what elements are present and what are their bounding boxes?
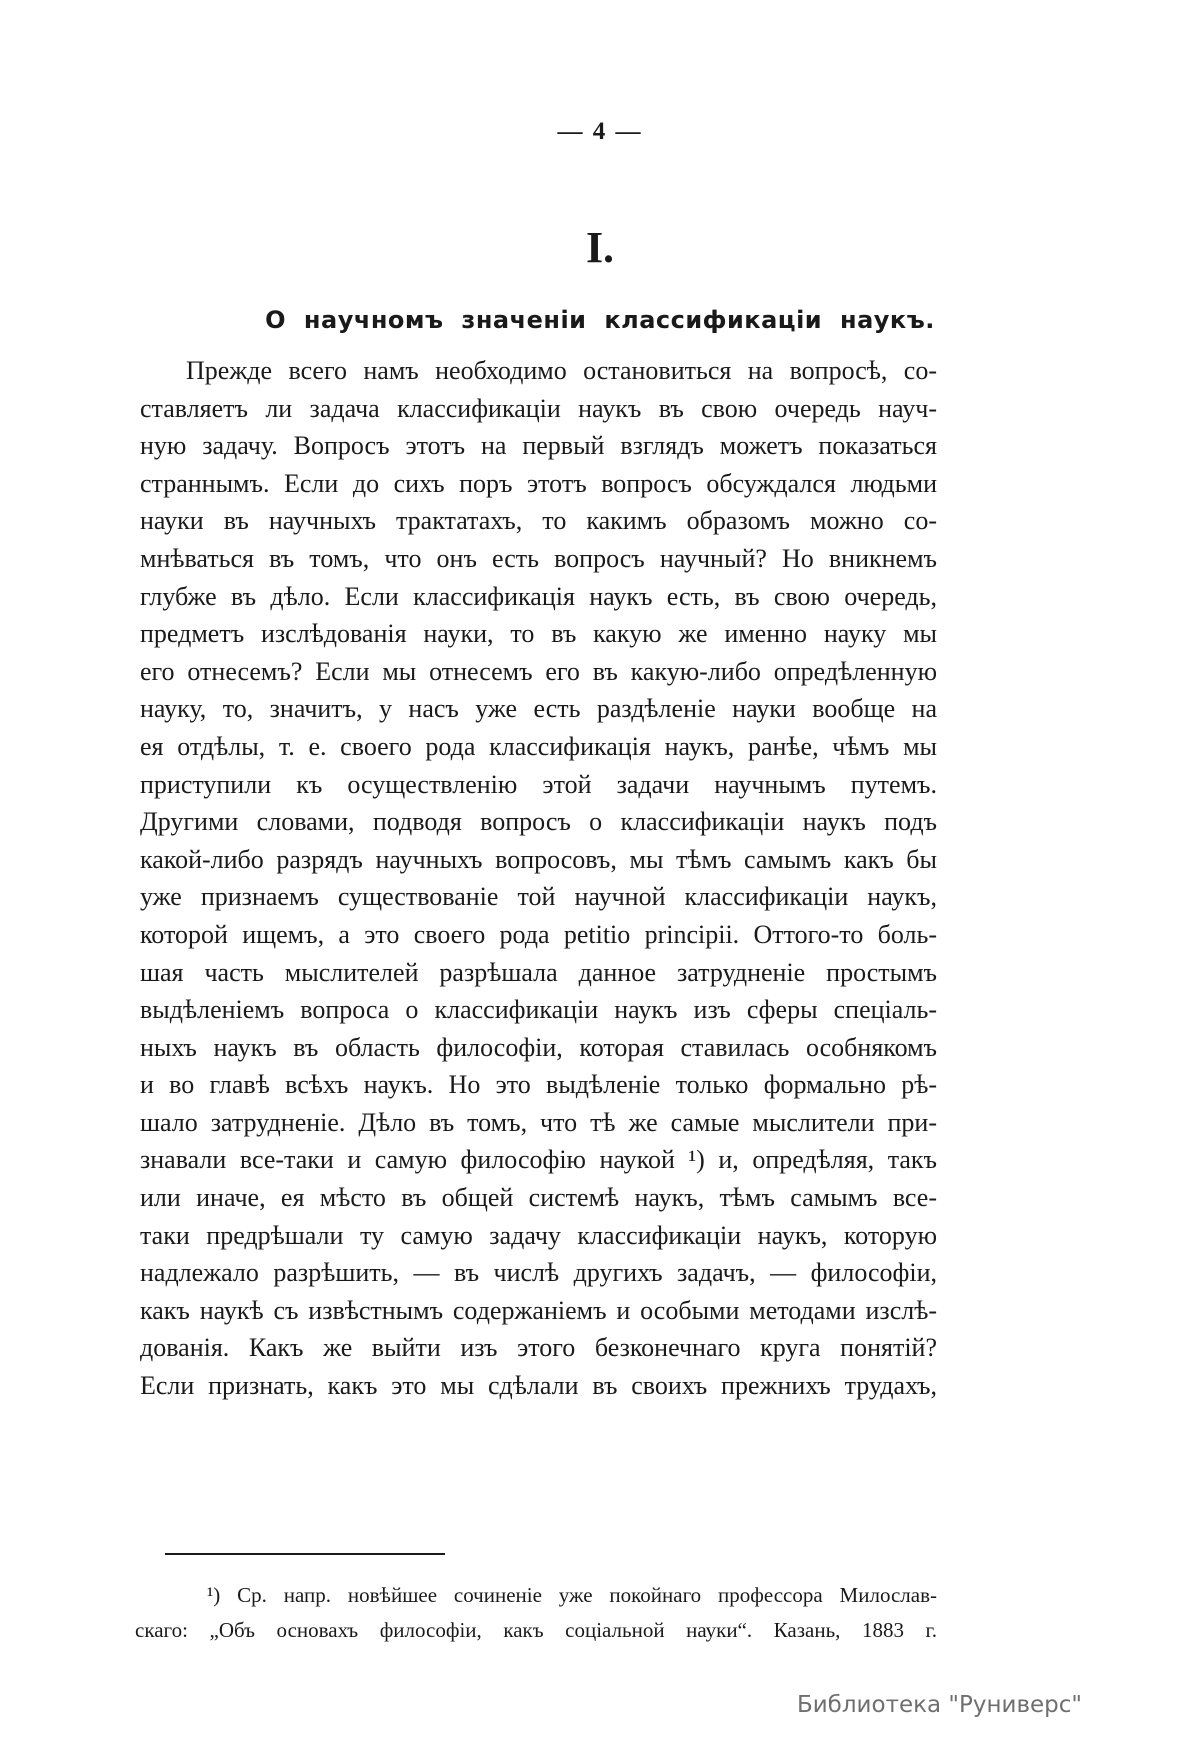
text-line: его отнесемъ? Если мы отнесемъ его въ какую-либо опредѣленную: [140, 656, 937, 686]
text-line: и во главѣ всѣхъ наукъ. Но это выдѣленіе только формально рѣ-: [140, 1070, 937, 1100]
text-line: ныхъ наукъ въ область философіи, которая ставилась особнякомъ: [140, 1032, 937, 1062]
text-line: какъ наукѣ съ извѣстнымъ содержаніемъ и особыми методами изслѣ-: [140, 1295, 937, 1325]
text-line: приступили къ осуществленію этой задачи научнымъ путемъ.: [140, 769, 937, 799]
text-line: какой-либо разрядъ научныхъ вопросовъ, мы тѣмъ самымъ какъ бы: [140, 844, 937, 874]
text-line: страннымъ. Если до сихъ поръ этотъ вопросъ обсуждался людьми: [140, 468, 937, 498]
text-line: знавали все-таки и самую философію наукой ¹) и, опредѣляя, такъ: [140, 1145, 937, 1175]
text-line: предметъ изслѣдованія науки, то въ какую же именно науку мы: [140, 619, 937, 649]
footnote-line: ¹) Ср. напр. новѣйшее сочиненіе уже покойнаго профессора Милослав-: [207, 1583, 937, 1607]
library-watermark: Библиотека "Руниверс": [796, 1692, 1082, 1718]
text-line: надлежало разрѣшить, — въ числѣ другихъ задачъ, — философіи,: [140, 1258, 937, 1288]
text-line: Прежде всего намъ необходимо остановиться на вопросѣ, со-: [186, 356, 937, 385]
text-line: дованія. Какъ же выйти изъ этого безконечнаго круга понятій?: [140, 1333, 937, 1363]
footnote: [135, 1578, 937, 1647]
text-line: уже признаемъ существованіе той научной классификаціи наукъ,: [140, 882, 937, 912]
footnote-separator: [165, 1553, 445, 1555]
text-line: или иначе, ея мѣсто въ общей системѣ наукъ, тѣмъ самымъ все-: [140, 1183, 937, 1213]
body-paragraph: [140, 352, 937, 1405]
text-line: науки въ научныхъ трактатахъ, то какимъ образомъ можно со-: [140, 506, 937, 536]
text-line: шая часть мыслителей разрѣшала данное затрудненіе простымъ: [140, 957, 937, 987]
text-line: Если признать, какъ это мы сдѣлали въ своихъ прежнихъ трудахъ,: [140, 1371, 937, 1401]
text-line: шало затрудненіе. Дѣло въ томъ, что тѣ же самые мыслители при-: [140, 1107, 937, 1137]
page-number: — 4 —: [557, 118, 643, 145]
section-title: О научномъ значеніи классификаціи наукъ.: [265, 306, 935, 334]
chapter-heading: I.: [585, 223, 615, 272]
text-line: таки предрѣшали ту самую задачу классификаціи наукъ, которую: [140, 1220, 937, 1250]
text-line: которой ищемъ, а это своего рода petitio principii. Оттого-то боль-: [140, 919, 937, 949]
text-line: ную задачу. Вопросъ этотъ на первый взглядъ можетъ показаться: [140, 431, 937, 461]
text-line: ставляетъ ли задача классификаціи наукъ въ свою очередь науч-: [140, 393, 937, 423]
text-line: Другими словами, подводя вопросъ о классификаціи наукъ подъ: [140, 807, 937, 837]
text-line: ея отдѣлы, т. е. своего рода классификація наукъ, ранѣе, чѣмъ мы: [140, 731, 937, 761]
footnote-line: скаго: „Объ основахъ философіи, какъ соціальной науки“. Казань, 1883 г.: [135, 1617, 937, 1642]
text-line: выдѣленіемъ вопроса о классификаціи наукъ изъ сферы спеціаль-: [140, 995, 937, 1025]
text-line: науку, то, значитъ, у насъ уже есть раздѣленіе науки вообще на: [140, 694, 937, 724]
text-line: мнѣваться въ томъ, что онъ есть вопросъ научный? Но вникнемъ: [140, 543, 937, 573]
text-line: глубже въ дѣло. Если классификація наукъ есть, въ свою очередь,: [140, 581, 937, 611]
